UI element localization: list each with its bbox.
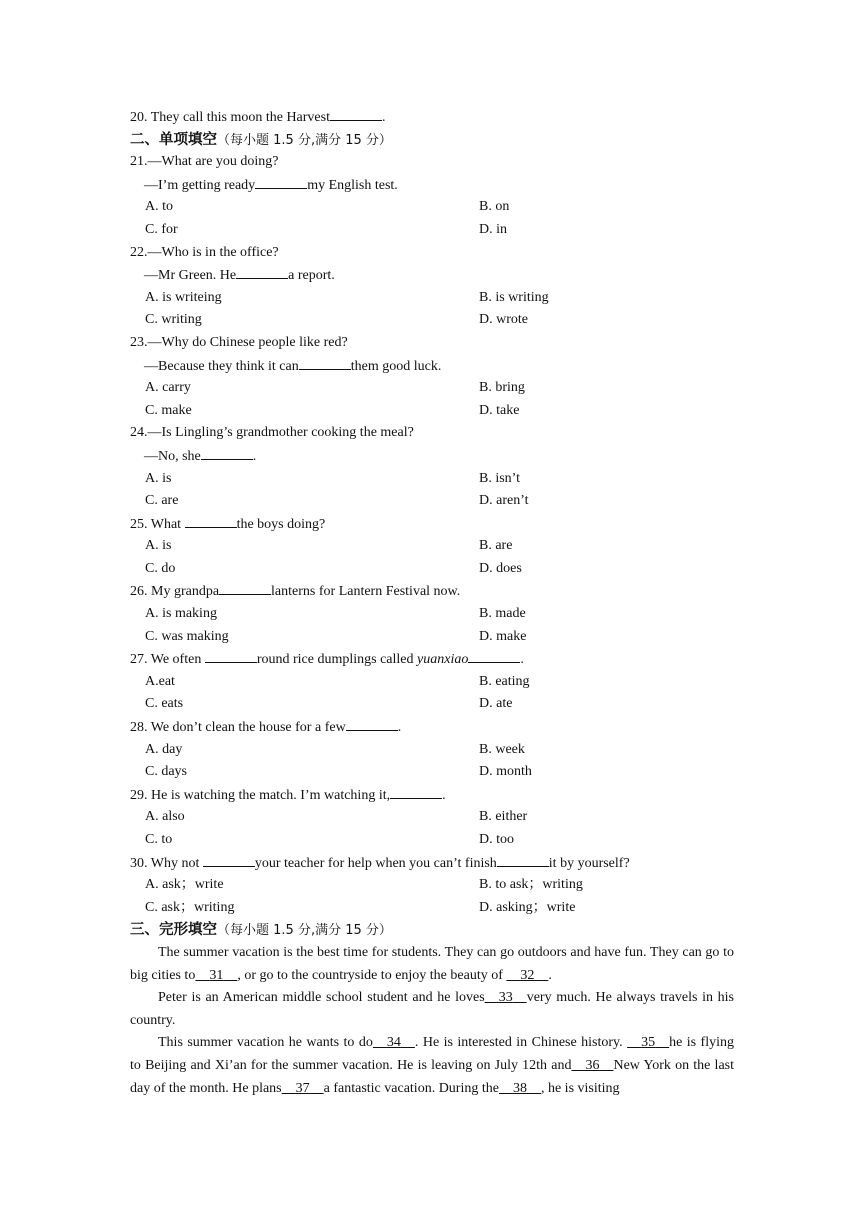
answer-blank bbox=[346, 716, 398, 731]
option-b: B. week bbox=[479, 741, 525, 757]
question-line bbox=[130, 580, 734, 603]
option-d: D. too bbox=[479, 832, 514, 847]
question-line bbox=[130, 151, 734, 174]
option-a: A. also bbox=[145, 809, 185, 825]
question-line bbox=[130, 648, 734, 671]
question-text: them good luck. bbox=[350, 358, 442, 374]
cloze-text: New York on the last day of the month. He plans bbox=[130, 1057, 734, 1096]
option-d: D. asking；write bbox=[479, 899, 576, 915]
option-c: C. do bbox=[145, 560, 176, 576]
cloze-blank-31 bbox=[195, 968, 237, 983]
question-text: the boys doing? bbox=[236, 516, 326, 532]
question-text: . bbox=[397, 720, 402, 736]
section-score-note: （每小题 1.5 分,满分 15 分） bbox=[217, 923, 392, 939]
options-row bbox=[130, 196, 734, 219]
option-b: B. is writing bbox=[479, 289, 549, 305]
option-d: D. does bbox=[479, 560, 522, 576]
cloze-paragraph-1 bbox=[130, 942, 734, 987]
options-row bbox=[130, 739, 734, 762]
question-line bbox=[130, 242, 734, 265]
question-line bbox=[130, 174, 734, 197]
question-28 bbox=[130, 716, 734, 784]
cloze-blank-number: 38 bbox=[512, 1080, 527, 1096]
answer-blank bbox=[468, 648, 520, 663]
cloze-text: The summer vacation is the best time for students. They can go outdoors and have fun. They can go to big cities to bbox=[130, 944, 734, 983]
question-line bbox=[130, 716, 734, 739]
question-text: it by yourself? bbox=[548, 855, 630, 871]
question-text: . bbox=[381, 110, 386, 125]
option-a: A. is making bbox=[145, 606, 217, 622]
question-text: 29. He is watching the match. I’m watching it, bbox=[130, 787, 391, 803]
options-row bbox=[130, 219, 734, 242]
question-text: yuanxiao bbox=[417, 652, 469, 668]
cloze-blank-32 bbox=[506, 968, 548, 983]
option-a: A. day bbox=[145, 741, 183, 757]
section-heading-cloze bbox=[130, 919, 734, 942]
answer-blank bbox=[390, 784, 442, 799]
cloze-blank-number: 37 bbox=[295, 1080, 310, 1096]
options-row bbox=[130, 468, 734, 491]
answer-blank bbox=[185, 513, 237, 528]
cloze-blank-number: 35 bbox=[641, 1035, 656, 1051]
answer-blank bbox=[201, 445, 253, 460]
section-score-note: （每小题 1.5 分,满分 15 分） bbox=[217, 132, 392, 148]
options-row bbox=[130, 377, 734, 400]
question-text: my English test. bbox=[307, 177, 398, 193]
answer-blank bbox=[203, 852, 255, 867]
cloze-text: This summer vacation he wants to do bbox=[158, 1035, 373, 1051]
answer-blank bbox=[255, 174, 307, 189]
option-a: A.eat bbox=[145, 673, 175, 689]
option-d: D. wrote bbox=[479, 312, 528, 328]
option-c: C. make bbox=[145, 402, 192, 418]
question-line bbox=[130, 355, 734, 378]
question-24 bbox=[130, 422, 734, 512]
option-c: C. writing bbox=[145, 312, 202, 328]
question-text: 20. They call this moon the Harvest bbox=[130, 110, 330, 125]
options-row bbox=[130, 806, 734, 829]
option-b: B. made bbox=[479, 606, 526, 622]
cloze-text: Peter is an American middle school student and he loves bbox=[158, 990, 485, 1006]
cloze-text: . He is interested in Chinese history. bbox=[414, 1035, 628, 1051]
cloze-blank-number: 33 bbox=[498, 990, 513, 1006]
option-c: C. to bbox=[145, 832, 173, 847]
question-text: . bbox=[252, 448, 257, 464]
cloze-blank-number: 32 bbox=[520, 967, 535, 983]
cloze-blank-34 bbox=[373, 1035, 415, 1050]
question-text: 30. Why not bbox=[130, 855, 203, 871]
option-b: B. are bbox=[479, 538, 513, 554]
options-row bbox=[130, 874, 734, 897]
question-text: —No, she bbox=[144, 448, 201, 464]
options-row bbox=[130, 400, 734, 423]
question-25 bbox=[130, 513, 734, 581]
option-c: C. are bbox=[145, 493, 179, 509]
section-title: 三、完形填空 bbox=[130, 922, 217, 939]
option-b: B. bring bbox=[479, 380, 525, 396]
option-a: A. is writeing bbox=[145, 289, 222, 305]
cloze-blank-38 bbox=[499, 1081, 541, 1096]
option-c: C. eats bbox=[145, 696, 184, 712]
option-b: B. isn’t bbox=[479, 470, 520, 486]
option-b: B. on bbox=[479, 199, 510, 215]
option-d: D. aren’t bbox=[479, 493, 529, 509]
question-line bbox=[130, 332, 734, 355]
option-d: D. make bbox=[479, 628, 527, 644]
section-heading-single-choice bbox=[130, 129, 734, 152]
question-text: —Mr Green. He bbox=[144, 268, 237, 284]
option-b: B. either bbox=[479, 809, 528, 825]
options-row bbox=[130, 671, 734, 694]
question-text: 21.—What are you doing? bbox=[130, 154, 279, 170]
question-text: 24.—Is Lingling’s grandmother cooking the meal? bbox=[130, 425, 414, 441]
option-b: B. to ask；writing bbox=[479, 877, 583, 893]
cloze-text: , or go to the countryside to enjoy the beauty of bbox=[237, 967, 507, 983]
question-30 bbox=[130, 852, 734, 920]
options-row bbox=[130, 309, 734, 332]
cloze-blank-35 bbox=[627, 1035, 669, 1050]
cloze-blank-37 bbox=[282, 1081, 324, 1096]
question-text: 22.—Who is in the office? bbox=[130, 244, 279, 260]
options-row bbox=[130, 626, 734, 649]
question-text: 23.—Why do Chinese people like red? bbox=[130, 334, 348, 350]
answer-blank bbox=[497, 852, 549, 867]
answer-blank bbox=[205, 648, 257, 663]
option-b: B. eating bbox=[479, 673, 530, 689]
cloze-text: he is flying to Beijing and Xi’an for the summer vacation. He is leaving on July 12th and bbox=[130, 1035, 735, 1073]
question-line bbox=[130, 445, 734, 468]
options-row bbox=[130, 558, 734, 581]
question-23 bbox=[130, 332, 734, 422]
question-22 bbox=[130, 242, 734, 332]
question-line bbox=[130, 513, 734, 536]
question-text: 26. My grandpa bbox=[130, 584, 220, 600]
cloze-text: . bbox=[548, 967, 552, 983]
question-text: 25. What bbox=[130, 516, 185, 532]
option-a: A. carry bbox=[145, 380, 191, 396]
exam-page bbox=[130, 106, 734, 1100]
question-text: 28. We don’t clean the house for a few bbox=[130, 720, 346, 736]
options-row bbox=[130, 693, 734, 716]
cloze-paragraph-2 bbox=[130, 987, 734, 1032]
question-line bbox=[130, 264, 734, 287]
question-29 bbox=[130, 784, 734, 852]
answer-blank bbox=[236, 264, 288, 279]
cloze-paragraph-3 bbox=[130, 1032, 734, 1100]
option-d: D. ate bbox=[479, 696, 513, 712]
options-row bbox=[130, 287, 734, 310]
option-a: A. is bbox=[145, 470, 172, 486]
question-text: . bbox=[442, 787, 446, 803]
answer-blank bbox=[330, 106, 382, 121]
question-text: —I’m getting ready bbox=[144, 177, 256, 193]
option-d: D. take bbox=[479, 402, 520, 418]
cloze-blank-33 bbox=[485, 990, 527, 1005]
cloze-blank-number: 34 bbox=[386, 1035, 401, 1051]
cloze-text: a fantastic vacation. During the bbox=[323, 1080, 499, 1096]
question-26 bbox=[130, 580, 734, 648]
question-text: lanterns for Lantern Festival now. bbox=[271, 584, 461, 600]
options-row bbox=[130, 490, 734, 513]
answer-blank bbox=[219, 580, 271, 595]
option-a: A. ask；write bbox=[145, 877, 224, 893]
options-row bbox=[130, 897, 734, 920]
question-text: round rice dumplings called bbox=[256, 652, 418, 668]
option-c: C. was making bbox=[145, 628, 229, 644]
options-row bbox=[130, 603, 734, 626]
question-27 bbox=[130, 648, 734, 716]
answer-blank bbox=[299, 355, 351, 370]
option-c: C. ask；writing bbox=[145, 899, 235, 915]
question-line bbox=[130, 784, 734, 807]
question-text: . bbox=[520, 652, 524, 668]
question-21 bbox=[130, 151, 734, 241]
options-row bbox=[130, 535, 734, 558]
question-text: 27. We often bbox=[130, 652, 205, 668]
option-d: D. in bbox=[479, 221, 507, 237]
question-line bbox=[130, 852, 734, 875]
cloze-blank-number: 36 bbox=[585, 1057, 600, 1073]
question-text: —Because they think it can bbox=[144, 358, 299, 374]
section-title: 二、单项填空 bbox=[130, 131, 217, 148]
question-list bbox=[130, 151, 734, 919]
option-a: A. to bbox=[145, 199, 173, 215]
options-row bbox=[130, 829, 734, 852]
option-c: C. for bbox=[145, 221, 178, 237]
question-text: a report. bbox=[288, 268, 335, 284]
cloze-blank-36 bbox=[571, 1058, 613, 1073]
option-a: A. is bbox=[145, 538, 172, 554]
question-line bbox=[130, 422, 734, 445]
question-text: your teacher for help when you can’t finish bbox=[254, 855, 497, 871]
cloze-blank-number: 31 bbox=[209, 967, 224, 983]
options-row bbox=[130, 761, 734, 784]
question-20 bbox=[130, 106, 734, 129]
cloze-text: very much. He always travels in his country. bbox=[130, 990, 734, 1028]
option-d: D. month bbox=[479, 764, 532, 780]
cloze-text: , he is visiting bbox=[540, 1080, 620, 1096]
option-c: C. days bbox=[145, 764, 187, 780]
